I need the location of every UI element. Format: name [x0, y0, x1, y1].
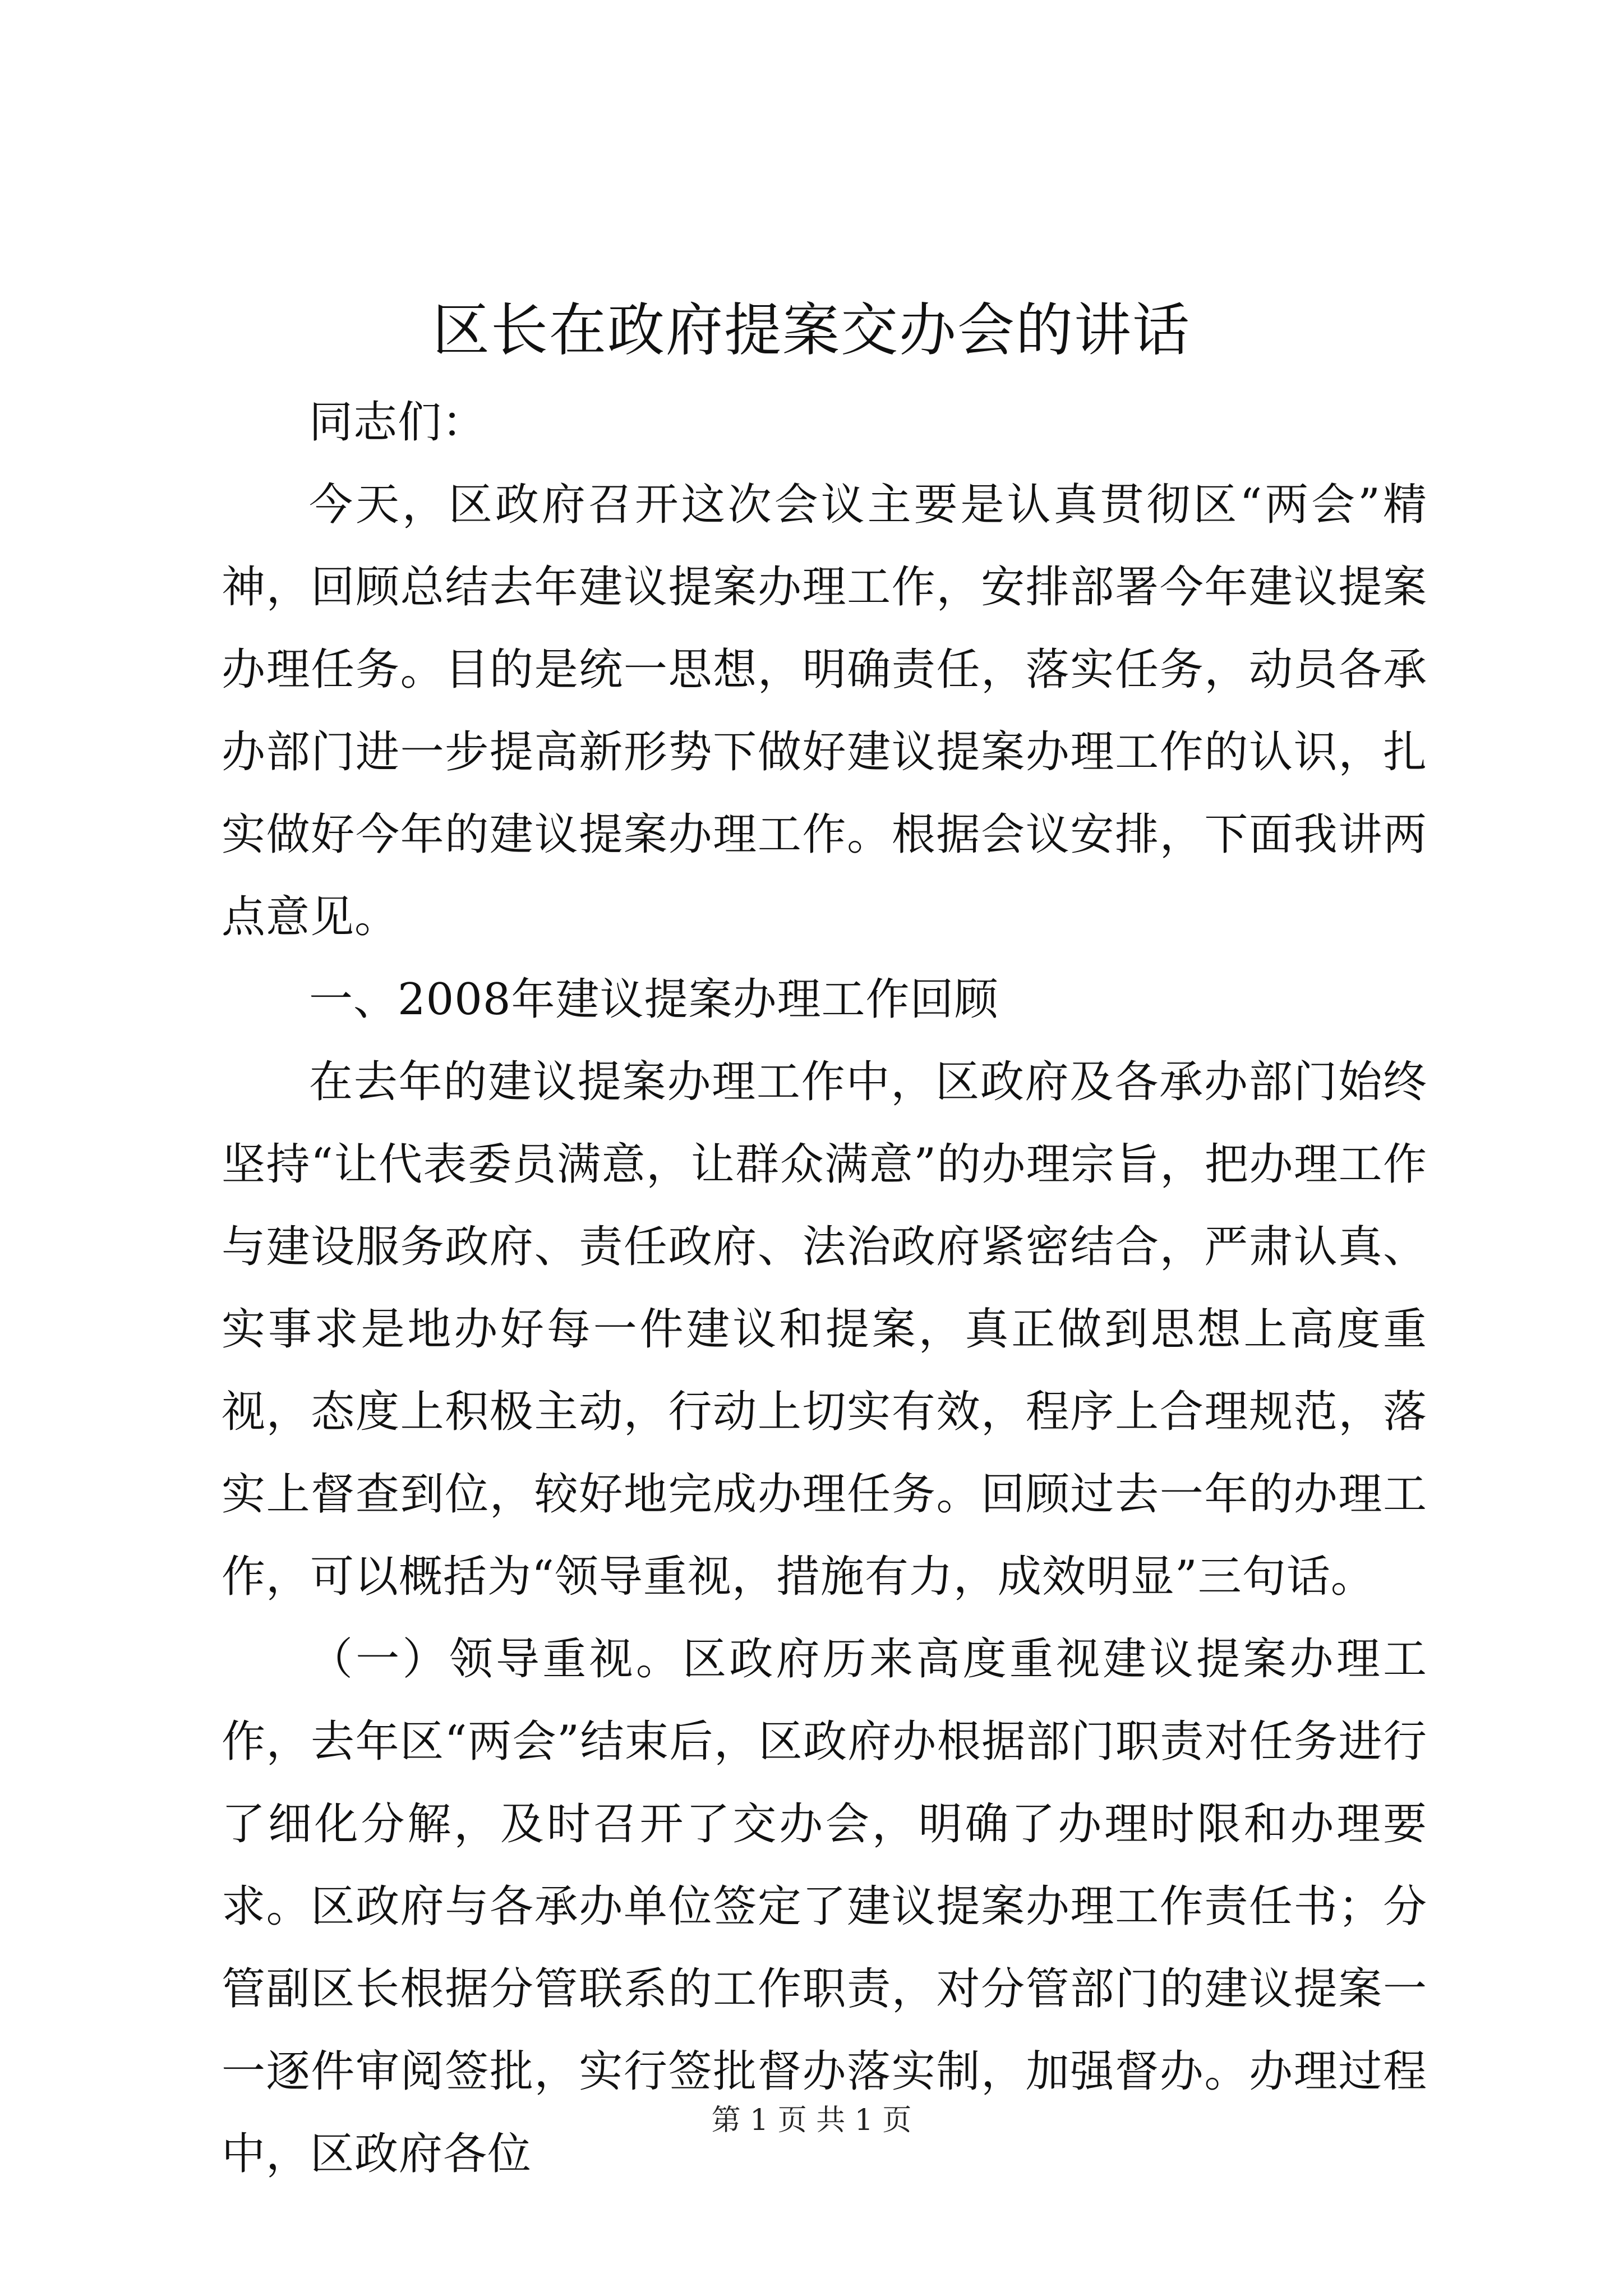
document-title: 区长在政府提案交办会的讲话 — [432, 297, 1191, 364]
section-heading: 一、2008年建议提案办理工作回顾 — [309, 974, 999, 1025]
paragraph-review: 在去年的建议提案办理工作中，区政府及各承办部门始终坚持“让代表委员满意，让群众满意”的办理宗旨，把办理工作与建设服务政府、责任政府、法治政府紧密结合，严肃认真、实事求是地办好每一件建议和提案，真正做到思想上高度重视，态度上积极主动，行动上切实有效，程序上合理规范，落实上督查到位，较好地完成办理任务。回顾过去一年的办理工作，可以概括为“领导重视，措施有力，成效明显”三句话。 — [222, 1057, 1427, 1602]
salutation: 同志们： — [309, 397, 487, 448]
paragraph-intro: 今天，区政府召开这次会议主要是认真贯彻区“两会”精神，回顾总结去年建议提案办理工作，安排部署今年建议提案办理任务。目的是统一思想，明确责任，落实任务，动员各承办部门进一步提高新形势下做好建议提案办理工作的认识，扎实做好今年的建议提案办理工作。根据会议安排，下面我讲两点意见。 — [222, 480, 1427, 942]
paragraph-leadership: （一）领导重视。区政府历来高度重视建议提案办理工作，去年区“两会”结束后，区政府办根据部门职责对任务进行了细化分解，及时召开了交办会，明确了办理时限和办理要求。区政府与各承办单位签定了建议提案办理工作责任书；分管副区长根据分管联系的工作职责，对分管部门的建议提案一一逐件审阅签批，实行签批督办落实制，加强督办。办理过程中，区政府各位 — [222, 1634, 1427, 2179]
document-body — [222, 381, 1427, 2196]
page-footer: 第 1 页 共 1 页 — [711, 2104, 912, 2137]
